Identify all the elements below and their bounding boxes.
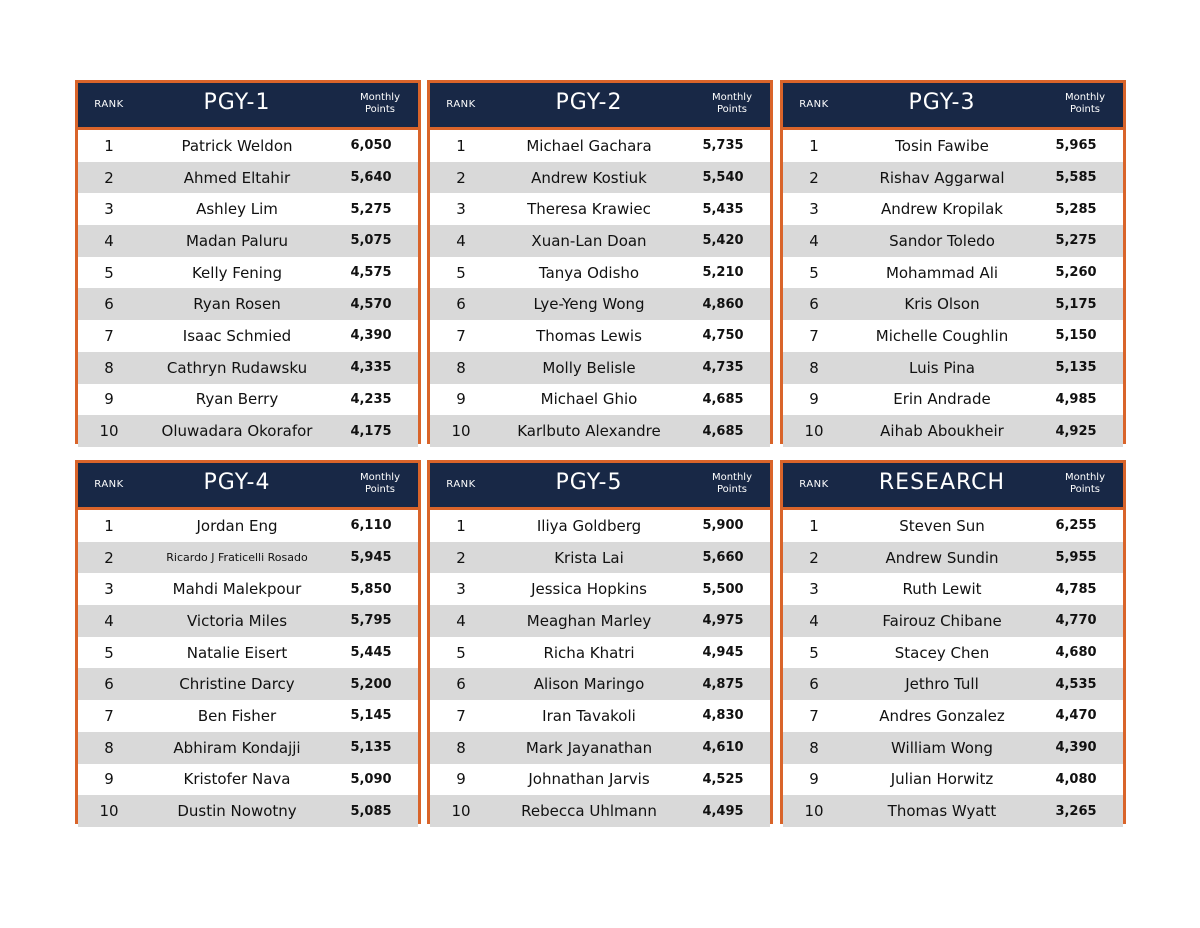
name-cell: Johnathan Jarvis <box>528 770 650 789</box>
points-cell: 4,525 <box>702 771 744 787</box>
points-cell: 6,110 <box>350 518 392 534</box>
leaderboard-header <box>78 83 418 130</box>
leaderboard-title: PGY-2 <box>555 90 623 115</box>
table-row <box>78 637 418 669</box>
points-cell: 5,585 <box>1055 170 1097 186</box>
points-cell: 5,210 <box>702 265 744 281</box>
rank-cell: 1 <box>104 516 114 535</box>
leaderboard-header <box>783 463 1123 510</box>
rank-cell: 3 <box>809 580 819 599</box>
rank-cell: 5 <box>809 263 819 282</box>
name-cell: Ryan Berry <box>195 390 279 409</box>
name-cell: Thomas Wyatt <box>887 802 997 821</box>
table-row <box>78 225 418 257</box>
points-cell: 5,945 <box>350 550 392 566</box>
name-cell: Alison Maringo <box>533 675 645 694</box>
points-cell: 5,540 <box>702 170 744 186</box>
points-cell: 5,955 <box>1055 550 1097 566</box>
table-row <box>430 605 770 637</box>
table-row <box>430 193 770 225</box>
table-row <box>430 162 770 194</box>
points-column-label <box>1057 472 1113 496</box>
rank-cell: 4 <box>104 611 114 630</box>
points-cell: 6,050 <box>350 138 392 154</box>
points-cell: 4,985 <box>1055 391 1097 407</box>
rank-column-label: RANK <box>94 479 124 490</box>
table-row <box>430 415 770 447</box>
name-cell: Rebecca Uhlmann <box>521 802 657 821</box>
name-cell: Andres Gonzalez <box>879 706 1005 725</box>
table-row <box>430 764 770 796</box>
table-row <box>783 320 1123 352</box>
rank-cell: 9 <box>809 390 819 409</box>
table-row <box>430 668 770 700</box>
points-label-line-1: Monthly <box>359 472 401 483</box>
rank-cell: 7 <box>809 326 819 345</box>
points-cell: 5,640 <box>350 170 392 186</box>
leaderboard-pgy-1 <box>75 80 421 444</box>
points-cell: 4,925 <box>1055 423 1097 439</box>
rank-cell: 10 <box>451 422 471 441</box>
name-cell: Meaghan Marley <box>526 611 652 630</box>
table-row <box>78 288 418 320</box>
leaderboard-title: PGY-1 <box>203 90 271 115</box>
name-cell: Jordan Eng <box>196 516 278 535</box>
points-cell: 5,135 <box>1055 360 1097 376</box>
rank-cell: 8 <box>104 738 114 757</box>
points-cell: 4,685 <box>702 423 744 439</box>
points-cell: 4,535 <box>1055 676 1097 692</box>
name-cell: Erin Andrade <box>893 390 991 409</box>
table-row <box>783 605 1123 637</box>
rank-cell: 3 <box>456 580 466 599</box>
name-cell: Tosin Fawibe <box>895 136 989 155</box>
name-cell: Ahmed Eltahir <box>183 168 291 187</box>
name-cell: Michael Gachara <box>526 136 652 155</box>
table-row <box>430 225 770 257</box>
name-cell: Richa Khatri <box>543 643 635 662</box>
table-row <box>783 668 1123 700</box>
table-row <box>78 130 418 162</box>
rank-cell: 6 <box>456 295 466 314</box>
points-cell: 5,435 <box>702 201 744 217</box>
name-cell: Jessica Hopkins <box>531 580 647 599</box>
points-label-line-2: Points <box>364 104 396 115</box>
rank-column-label: RANK <box>799 479 829 490</box>
points-cell: 5,135 <box>350 740 392 756</box>
name-cell: Luis Pina <box>909 358 975 377</box>
table-row <box>430 257 770 289</box>
rank-cell: 6 <box>104 675 114 694</box>
rank-cell: 7 <box>104 326 114 345</box>
points-cell: 4,175 <box>350 423 392 439</box>
points-label-line-2: Points <box>716 484 748 495</box>
rank-cell: 10 <box>451 802 471 821</box>
name-cell: Andrew Kropilak <box>881 200 1003 219</box>
table-row <box>783 193 1123 225</box>
table-row <box>783 384 1123 416</box>
name-cell: Patrick Weldon <box>181 136 293 155</box>
leaderboard-header <box>430 83 770 130</box>
rank-cell: 10 <box>804 802 824 821</box>
name-cell: Thomas Lewis <box>536 326 642 345</box>
name-cell: Aihab Aboukheir <box>880 422 1004 441</box>
rank-cell: 2 <box>104 168 114 187</box>
table-row <box>430 510 770 542</box>
rank-cell: 7 <box>456 326 466 345</box>
points-cell: 5,175 <box>1055 296 1097 312</box>
points-column-label <box>352 472 408 496</box>
rank-cell: 7 <box>456 706 466 725</box>
name-cell: Jethro Tull <box>905 675 979 694</box>
rank-cell: 2 <box>809 168 819 187</box>
rank-cell: 7 <box>809 706 819 725</box>
table-row <box>783 510 1123 542</box>
points-cell: 5,500 <box>702 581 744 597</box>
rank-cell: 8 <box>809 738 819 757</box>
rank-cell: 5 <box>809 643 819 662</box>
name-cell: Sandor Toledo <box>889 231 995 250</box>
rank-cell: 10 <box>804 422 824 441</box>
points-label-line-1: Monthly <box>1064 92 1106 103</box>
table-row <box>78 510 418 542</box>
rank-cell: 4 <box>809 611 819 630</box>
name-cell: Rishav Aggarwal <box>879 168 1005 187</box>
rank-cell: 4 <box>456 231 466 250</box>
table-row <box>78 162 418 194</box>
points-cell: 5,275 <box>350 201 392 217</box>
table-row <box>78 542 418 574</box>
table-row <box>430 130 770 162</box>
points-cell: 5,090 <box>350 771 392 787</box>
points-cell: 6,255 <box>1055 518 1097 534</box>
name-cell: Michelle Coughlin <box>875 326 1009 345</box>
points-cell: 4,575 <box>350 265 392 281</box>
name-cell: Theresa Krawiec <box>527 200 651 219</box>
points-cell: 5,850 <box>350 581 392 597</box>
rank-cell: 8 <box>456 358 466 377</box>
points-label-line-1: Monthly <box>359 92 401 103</box>
table-row <box>783 288 1123 320</box>
name-cell: Christine Darcy <box>179 675 295 694</box>
rank-cell: 3 <box>456 200 466 219</box>
table-row <box>78 668 418 700</box>
points-cell: 5,795 <box>350 613 392 629</box>
points-cell: 5,075 <box>350 233 392 249</box>
name-cell: Xuan-Lan Doan <box>531 231 647 250</box>
table-row <box>78 764 418 796</box>
rank-cell: 9 <box>456 390 466 409</box>
name-cell: Kristofer Nava <box>183 770 291 789</box>
rank-cell: 8 <box>104 358 114 377</box>
rank-cell: 2 <box>809 548 819 567</box>
points-label-line-1: Monthly <box>711 472 753 483</box>
name-cell: Molly Belisle <box>542 358 636 377</box>
points-cell: 4,080 <box>1055 771 1097 787</box>
table-row <box>783 732 1123 764</box>
leaderboard-research <box>780 460 1126 824</box>
rank-cell: 1 <box>809 516 819 535</box>
table-row <box>78 732 418 764</box>
name-cell: Mohammad Ali <box>885 263 999 282</box>
points-cell: 4,750 <box>702 328 744 344</box>
points-cell: 5,260 <box>1055 265 1097 281</box>
leaderboard-title: PGY-5 <box>555 470 623 495</box>
table-row <box>783 415 1123 447</box>
leaderboard-pgy-4 <box>75 460 421 824</box>
leaderboard-title: PGY-4 <box>203 470 271 495</box>
name-cell: Ricardo J Fraticelli Rosado <box>166 551 308 565</box>
rank-cell: 9 <box>456 770 466 789</box>
points-label-line-2: Points <box>716 104 748 115</box>
table-row <box>783 637 1123 669</box>
rank-column-label: RANK <box>446 479 476 490</box>
name-cell: Mark Jayanathan <box>525 738 653 757</box>
table-row <box>78 415 418 447</box>
points-label-line-1: Monthly <box>1064 472 1106 483</box>
table-row <box>78 795 418 827</box>
name-cell: Karlbuto Alexandre <box>517 422 661 441</box>
points-label-line-2: Points <box>364 484 396 495</box>
name-cell: Abhiram Kondajji <box>173 738 301 757</box>
points-cell: 4,390 <box>350 328 392 344</box>
rank-cell: 9 <box>104 390 114 409</box>
name-cell: Tanya Odisho <box>538 263 640 282</box>
table-row <box>78 320 418 352</box>
points-cell: 4,680 <box>1055 645 1097 661</box>
name-cell: Cathryn Rudawsku <box>166 358 308 377</box>
name-cell: Ben Fisher <box>197 706 277 725</box>
table-row <box>78 193 418 225</box>
points-cell: 5,200 <box>350 676 392 692</box>
points-column-label <box>704 472 760 496</box>
rank-cell: 5 <box>104 643 114 662</box>
points-label-line-2: Points <box>1069 484 1101 495</box>
rank-cell: 5 <box>456 643 466 662</box>
name-cell: Ryan Rosen <box>193 295 281 314</box>
rank-column-label: RANK <box>94 99 124 110</box>
rank-cell: 10 <box>99 422 119 441</box>
name-cell: Julian Horwitz <box>890 770 994 789</box>
points-cell: 5,965 <box>1055 138 1097 154</box>
table-row <box>783 795 1123 827</box>
points-cell: 5,285 <box>1055 201 1097 217</box>
points-cell: 4,945 <box>702 645 744 661</box>
table-row <box>78 605 418 637</box>
rank-cell: 1 <box>104 136 114 155</box>
rank-cell: 1 <box>456 136 466 155</box>
name-cell: Ruth Lewit <box>902 580 982 599</box>
rank-cell: 2 <box>456 168 466 187</box>
name-cell: Lye-Yeng Wong <box>533 295 645 314</box>
points-cell: 4,975 <box>702 613 744 629</box>
table-row <box>783 130 1123 162</box>
table-row <box>430 795 770 827</box>
rank-column-label: RANK <box>799 99 829 110</box>
table-row <box>783 764 1123 796</box>
points-cell: 5,445 <box>350 645 392 661</box>
name-cell: Dustin Nowotny <box>177 802 297 821</box>
rank-cell: 5 <box>456 263 466 282</box>
points-cell: 3,265 <box>1055 803 1097 819</box>
rank-cell: 9 <box>809 770 819 789</box>
points-column-label <box>1057 92 1113 116</box>
points-cell: 5,420 <box>702 233 744 249</box>
name-cell: Steven Sun <box>899 516 985 535</box>
name-cell: Andrew Kostiuk <box>531 168 647 187</box>
name-cell: Victoria Miles <box>186 611 288 630</box>
rank-cell: 6 <box>456 675 466 694</box>
rank-cell: 5 <box>104 263 114 282</box>
rank-cell: 6 <box>809 295 819 314</box>
table-row <box>783 542 1123 574</box>
name-cell: William Wong <box>891 738 993 757</box>
points-cell: 5,900 <box>702 518 744 534</box>
rank-cell: 2 <box>456 548 466 567</box>
leaderboard-pgy-5 <box>427 460 773 824</box>
name-cell: Isaac Schmied <box>182 326 292 345</box>
points-cell: 4,735 <box>702 360 744 376</box>
name-cell: Kris Olson <box>904 295 980 314</box>
rank-cell: 8 <box>809 358 819 377</box>
rank-cell: 10 <box>99 802 119 821</box>
points-column-label <box>704 92 760 116</box>
table-row <box>78 352 418 384</box>
table-row <box>783 257 1123 289</box>
table-row <box>783 225 1123 257</box>
rank-column-label: RANK <box>446 99 476 110</box>
rank-cell: 3 <box>809 200 819 219</box>
points-cell: 4,570 <box>350 296 392 312</box>
table-row <box>430 732 770 764</box>
rank-cell: 4 <box>456 611 466 630</box>
table-row <box>78 384 418 416</box>
name-cell: Madan Paluru <box>185 231 289 250</box>
table-row <box>430 352 770 384</box>
name-cell: Ashley Lim <box>196 200 278 219</box>
rank-cell: 2 <box>104 548 114 567</box>
table-row <box>78 573 418 605</box>
leaderboard-pgy-3 <box>780 80 1126 444</box>
table-row <box>783 162 1123 194</box>
points-cell: 4,610 <box>702 740 744 756</box>
points-cell: 5,145 <box>350 708 392 724</box>
rank-cell: 6 <box>104 295 114 314</box>
name-cell: Kelly Fening <box>191 263 283 282</box>
table-row <box>430 542 770 574</box>
name-cell: Natalie Eisert <box>186 643 288 662</box>
rank-cell: 9 <box>104 770 114 789</box>
points-cell: 5,275 <box>1055 233 1097 249</box>
name-cell: Fairouz Chibane <box>882 611 1002 630</box>
points-cell: 4,235 <box>350 391 392 407</box>
points-cell: 4,830 <box>702 708 744 724</box>
table-row <box>430 288 770 320</box>
points-label-line-1: Monthly <box>711 92 753 103</box>
points-cell: 4,495 <box>702 803 744 819</box>
rank-cell: 4 <box>104 231 114 250</box>
table-row <box>430 384 770 416</box>
points-cell: 5,150 <box>1055 328 1097 344</box>
rank-cell: 3 <box>104 200 114 219</box>
leaderboard-header <box>783 83 1123 130</box>
points-cell: 5,085 <box>350 803 392 819</box>
points-cell: 4,875 <box>702 676 744 692</box>
name-cell: Mahdi Malekpour <box>172 580 302 599</box>
points-cell: 4,860 <box>702 296 744 312</box>
points-column-label <box>352 92 408 116</box>
points-cell: 4,685 <box>702 391 744 407</box>
rank-cell: 3 <box>104 580 114 599</box>
rank-cell: 1 <box>456 516 466 535</box>
table-row <box>78 700 418 732</box>
table-row <box>430 637 770 669</box>
rank-cell: 1 <box>809 136 819 155</box>
name-cell: Iliya Goldberg <box>536 516 642 535</box>
table-row <box>783 352 1123 384</box>
points-cell: 5,660 <box>702 550 744 566</box>
rank-cell: 4 <box>809 231 819 250</box>
points-label-line-2: Points <box>1069 104 1101 115</box>
table-row <box>430 700 770 732</box>
points-cell: 4,470 <box>1055 708 1097 724</box>
table-row <box>783 573 1123 605</box>
table-row <box>78 257 418 289</box>
name-cell: Andrew Sundin <box>885 548 999 567</box>
points-cell: 4,390 <box>1055 740 1097 756</box>
points-cell: 5,735 <box>702 138 744 154</box>
name-cell: Oluwadara Okorafor <box>161 422 313 441</box>
points-cell: 4,785 <box>1055 581 1097 597</box>
rank-cell: 7 <box>104 706 114 725</box>
points-cell: 4,770 <box>1055 613 1097 629</box>
leaderboard-header <box>430 463 770 510</box>
table-row <box>430 573 770 605</box>
leaderboard-pgy-2 <box>427 80 773 444</box>
table-row <box>783 700 1123 732</box>
leaderboard-header <box>78 463 418 510</box>
points-cell: 4,335 <box>350 360 392 376</box>
rank-cell: 8 <box>456 738 466 757</box>
name-cell: Iran Tavakoli <box>542 706 636 725</box>
leaderboard-title: RESEARCH <box>878 470 1006 495</box>
leaderboard-title: PGY-3 <box>908 90 976 115</box>
name-cell: Krista Lai <box>554 548 624 567</box>
table-row <box>430 320 770 352</box>
rank-cell: 6 <box>809 675 819 694</box>
name-cell: Stacey Chen <box>894 643 990 662</box>
name-cell: Michael Ghio <box>540 390 638 409</box>
